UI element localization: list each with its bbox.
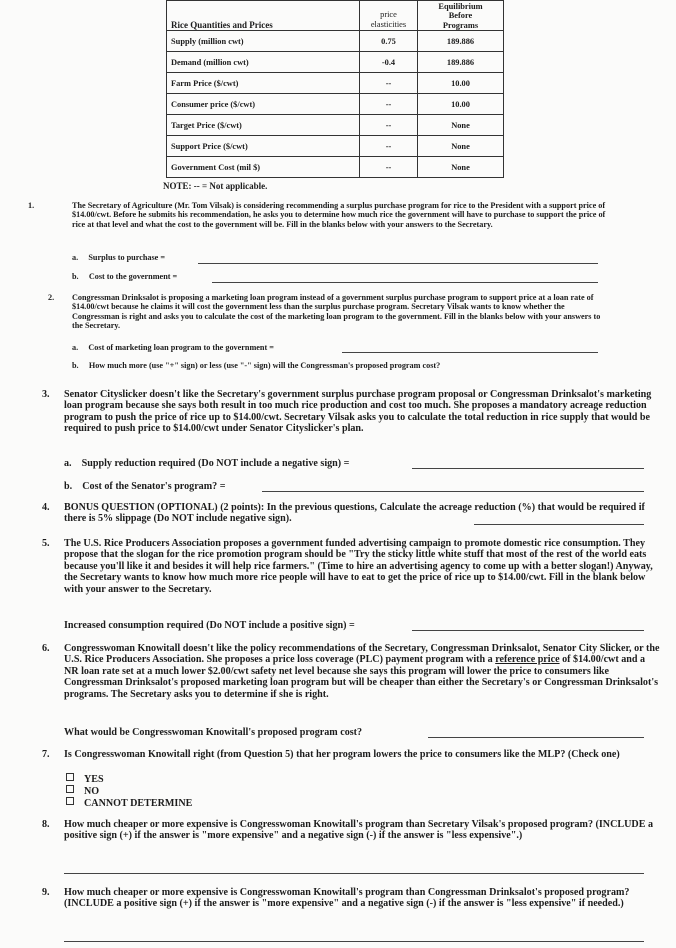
table-header-row [167, 1, 504, 31]
question-4-text: BONUS QUESTION (OPTIONAL) (2 points): In the previous questions, Calculate the acreage reduction (%) that would be required if there is 5% slippage (Do NOT include negative sign). [64, 502, 645, 525]
answer-blank[interactable] [198, 263, 598, 264]
table-row: Supply (million cwt) 0.75 189.886 [167, 31, 504, 52]
question-7-text: Is Congresswoman Knowitall right (from Question 5) that her program lowers the price to consumers like the MLP? (Check one) [64, 749, 620, 760]
table-row: Consumer price ($/cwt) -- 10.00 [167, 94, 504, 115]
table-row: Support Price ($/cwt) -- None [167, 136, 504, 157]
answer-blank[interactable] [262, 491, 644, 492]
table-header-equilibrium: Equilibrium Before Programs [418, 1, 504, 31]
answer-blank[interactable] [428, 737, 644, 738]
answer-blank[interactable] [342, 352, 598, 353]
table-note: NOTE: -- = Not applicable. [163, 181, 268, 191]
option-cannot-determine[interactable]: CANNOT DETERMINE [66, 797, 192, 809]
answer-blank[interactable] [64, 941, 644, 942]
question-2-text: Congressman Drinksalot is proposing a marketing loan program instead of a government surplus purchase program to support price at a loan rate of $14.00/cwt because he claims it will cost the government less than the surplus purchase program. Secretary Vilsak wants to know whether the Congressman is right and asks you to calculate the cost of the marketing loan program to the government. Fill in the blanks below with your answers to the Secretary. [72, 293, 601, 331]
question-2b: b. How much more (use "+" sign) or less (use "-" sign) will the Congressman's proposed program cost? [72, 361, 441, 370]
answer-blank[interactable] [412, 468, 644, 469]
question-8-text: How much cheaper or more expensive is Congresswoman Knowitall's program than Secretary Vilsak's proposed program? (INCLUDE a positive sign (+) if the answer is "more expensive" and a negative sign (-) if the answer is "less expensive".) [64, 819, 653, 842]
question-5-text: The U.S. Rice Producers Association proposes a government funded advertising campaign to promote domestic rice consumption. They propose that the slogan for the rice promotion program should be "Try the sticky little white stuff that most of the rest of the world eats because you'll like it and besides it will help rice farmers." (Time to hire an advertising agency to come up with a better slogan!) Anyway, the Secretary wants to know how much more rice people will have to eat to get the price of rice up to $14.00/cwt. Fill in the blank below with your answer to the Secretary. [64, 538, 653, 595]
checkbox[interactable] [66, 785, 74, 793]
question-6-text: Congresswoman Knowitall doesn't like the policy recommendations of the Secretary, Congressman Drinksalot, Senator City Slicker, or the U.S. Rice Producers Association. She proposes a price loss coverage (PLC) payment program with a reference price of $14.00/cwt and a NR loan rate set at a much lower $2.00/cwt safety net level because she says this program will lower the price to consumers like Congressman Drinksalot's proposed marketing loan program but will be cheaper than either the Secretary's or Congressman Drinksalot's programs. The Secretary asks you to determine if she is right. [64, 643, 660, 700]
answer-blank[interactable] [474, 524, 644, 525]
checkbox[interactable] [66, 773, 74, 781]
table-row: Government Cost (mil $) -- None [167, 157, 504, 178]
answer-blank[interactable] [64, 873, 644, 874]
question-5-answer: Increased consumption required (Do NOT include a positive sign) = [64, 620, 355, 631]
question-3-text: Senator Cityslicker doesn't like the Secretary's government surplus purchase program proposal or Congressman Drinksalot's marketing loan program because she says both result in too much rice production and cost too much. She proposes a mandatory acreage reduction program to push the price of rice up to $14.00/cwt. Secretary Vilsak asks you to calculate the total reduction in rice supply that would be required to push price to $14.00/cwt under Senator Cityslicker's plan. [64, 389, 652, 435]
question-6-answer: What would be Congresswoman Knowitall's proposed program cost? [64, 727, 363, 738]
question-1-text: The Secretary of Agriculture (Mr. Tom Vilsak) is considering recommending a surplus purchase program for rice to the President with a support price of $14.00/cwt. Before he submits his recommendation, he asks you to determine how much rice the government will have to purchase to support the price of rice at that level and what the cost to the government will be. Fill in the blanks below with your answers to the Secretary. [72, 201, 606, 229]
option-no[interactable]: NO [66, 785, 99, 797]
option-yes[interactable]: YES [66, 773, 104, 785]
question-2a: a. Cost of marketing loan program to the government = [72, 343, 274, 352]
table-row: Target Price ($/cwt) -- None [167, 115, 504, 136]
question-1b: b. Cost to the government = [72, 272, 178, 281]
table-row: Farm Price ($/cwt) -- 10.00 [167, 73, 504, 94]
question-3a: a. Supply reduction required (Do NOT include a negative sign) = [64, 458, 350, 469]
table-header-label: Rice Quantities and Prices [167, 1, 360, 31]
answer-blank[interactable] [212, 282, 598, 283]
question-9-text: How much cheaper or more expensive is Congresswoman Knowitall's program than Congressman Drinksalot's proposed program? (INCLUDE a positive sign (+) if the answer is "more expensive" and a negative sign (-) if the answer is "less expensive" if needed.) [64, 887, 630, 910]
question-3b: b. Cost of the Senator's program? = [64, 481, 226, 492]
answer-blank[interactable] [412, 630, 644, 631]
rice-table [166, 0, 504, 178]
table-row: Demand (million cwt) -0.4 189.886 [167, 52, 504, 73]
question-1a: a. Surplus to purchase = [72, 253, 166, 262]
checkbox[interactable] [66, 797, 74, 805]
table-header-elasticities: price elasticities [360, 1, 418, 31]
